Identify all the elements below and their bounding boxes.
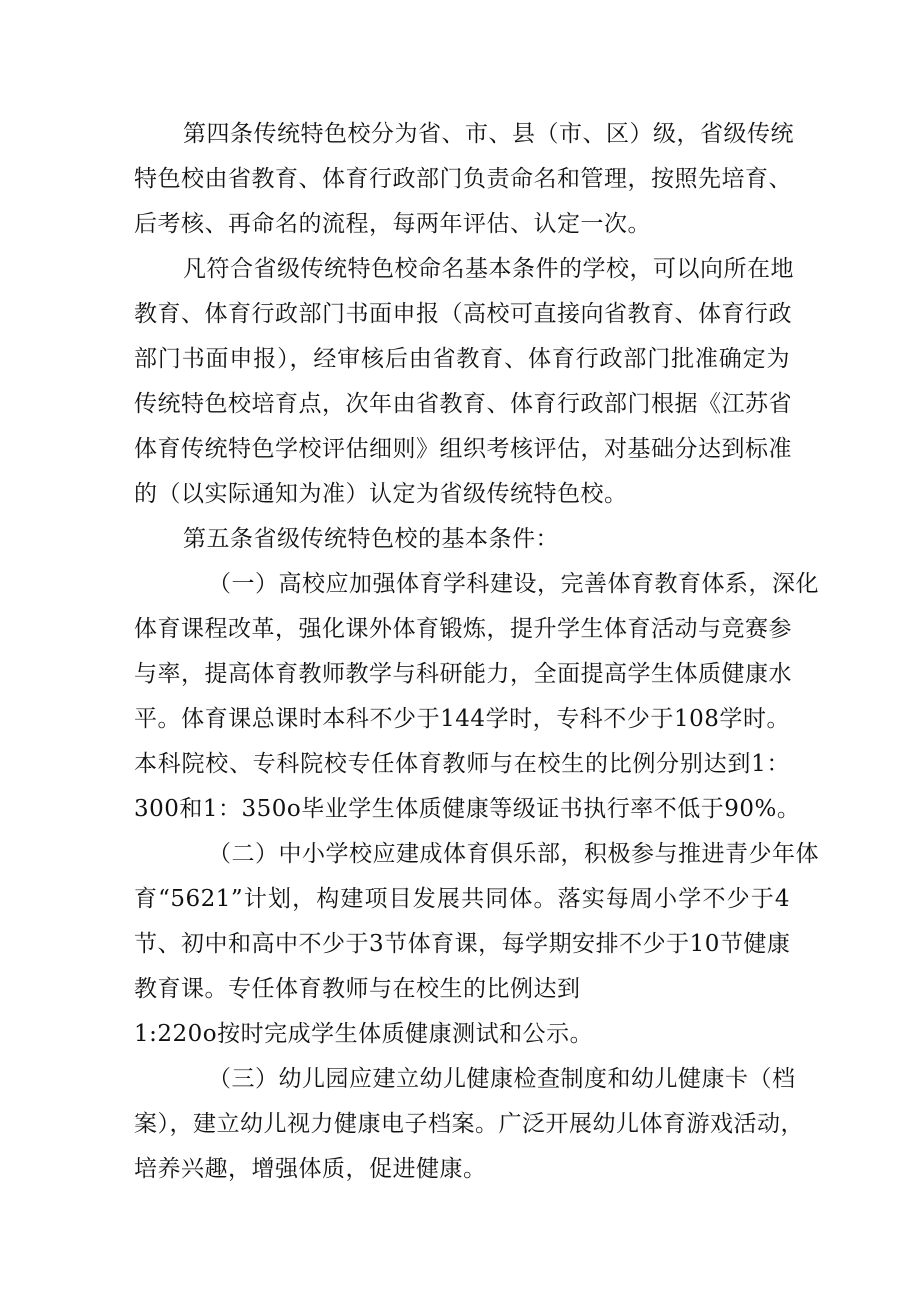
text-line: 的（以实际通知为准）认定为省级传统特色校。 bbox=[134, 481, 628, 507]
text-line: 与率，提高体育教师教学与科研能力，全面提高学生体质健康水 bbox=[134, 661, 792, 687]
text-line: （一）高校应加强体育学科建设，完善体育教育体系，深化 bbox=[208, 571, 819, 597]
text-line: （二）中小学校应建成体育俱乐部，积极参与推进青少年体 bbox=[208, 841, 819, 867]
text-line: 平。体育课总课时本科不少于144学时，专科不少于108学时。 bbox=[134, 706, 790, 732]
text-line: 特色校由省教育、体育行政部门负责命名和管理，按照先培育、 bbox=[134, 166, 792, 192]
text-line: （三）幼儿园应建立幼儿健康检查制度和幼儿健康卡（档 bbox=[208, 1066, 796, 1092]
text-line: 体育传统特色学校评估细则》组织考核评估，对基础分达到标准 bbox=[134, 436, 792, 462]
text-line: 节、初中和高中不少于3节体育课，每学期安排不少于10节健康 bbox=[134, 931, 791, 957]
text-line: 育“5621”计划，构建项目发展共同体。落实每周小学不少于4 bbox=[134, 886, 790, 912]
text-line: 第四条传统特色校分为省、市、县（市、区）级，省级传统 bbox=[183, 121, 794, 147]
text-line: 培养兴趣，增强体质，促进健康。 bbox=[134, 1156, 487, 1182]
text-line: 1:220o按时完成学生体质健康测试和公示。 bbox=[134, 1021, 594, 1047]
text-line: 传统特色校培育点，次年由省教育、体育行政部门根据《江苏省 bbox=[134, 391, 792, 417]
text-line: 300和1：350o毕业学生体质健康等级证书执行率不低于90%。 bbox=[134, 796, 801, 822]
text-line: 本科院校、专科院校专任体育教师与在校生的比例分别达到1： bbox=[134, 751, 790, 777]
text-line: 部门书面申报），经审核后由省教育、体育行政部门批准确定为 bbox=[134, 346, 790, 372]
text-line: 教育、体育行政部门书面申报（高校可直接向省教育、体育行政 bbox=[134, 301, 792, 327]
text-line: 案），建立幼儿视力健康电子档案。广泛开展幼儿体育游戏活动， bbox=[134, 1111, 804, 1137]
text-line: 教育课。专任体育教师与在校生的比例达到 bbox=[134, 976, 581, 1002]
article-heading: 第五条省级传统特色校的基本条件： bbox=[183, 526, 559, 552]
text-line: 凡符合省级传统特色校命名基本条件的学校，可以向所在地 bbox=[183, 256, 794, 282]
text-line: 后考核、再命名的流程，每两年评估、认定一次。 bbox=[134, 211, 651, 237]
text-line: 体育课程改革，强化课外体育锻炼，提升学生体育活动与竞赛参 bbox=[134, 616, 792, 642]
